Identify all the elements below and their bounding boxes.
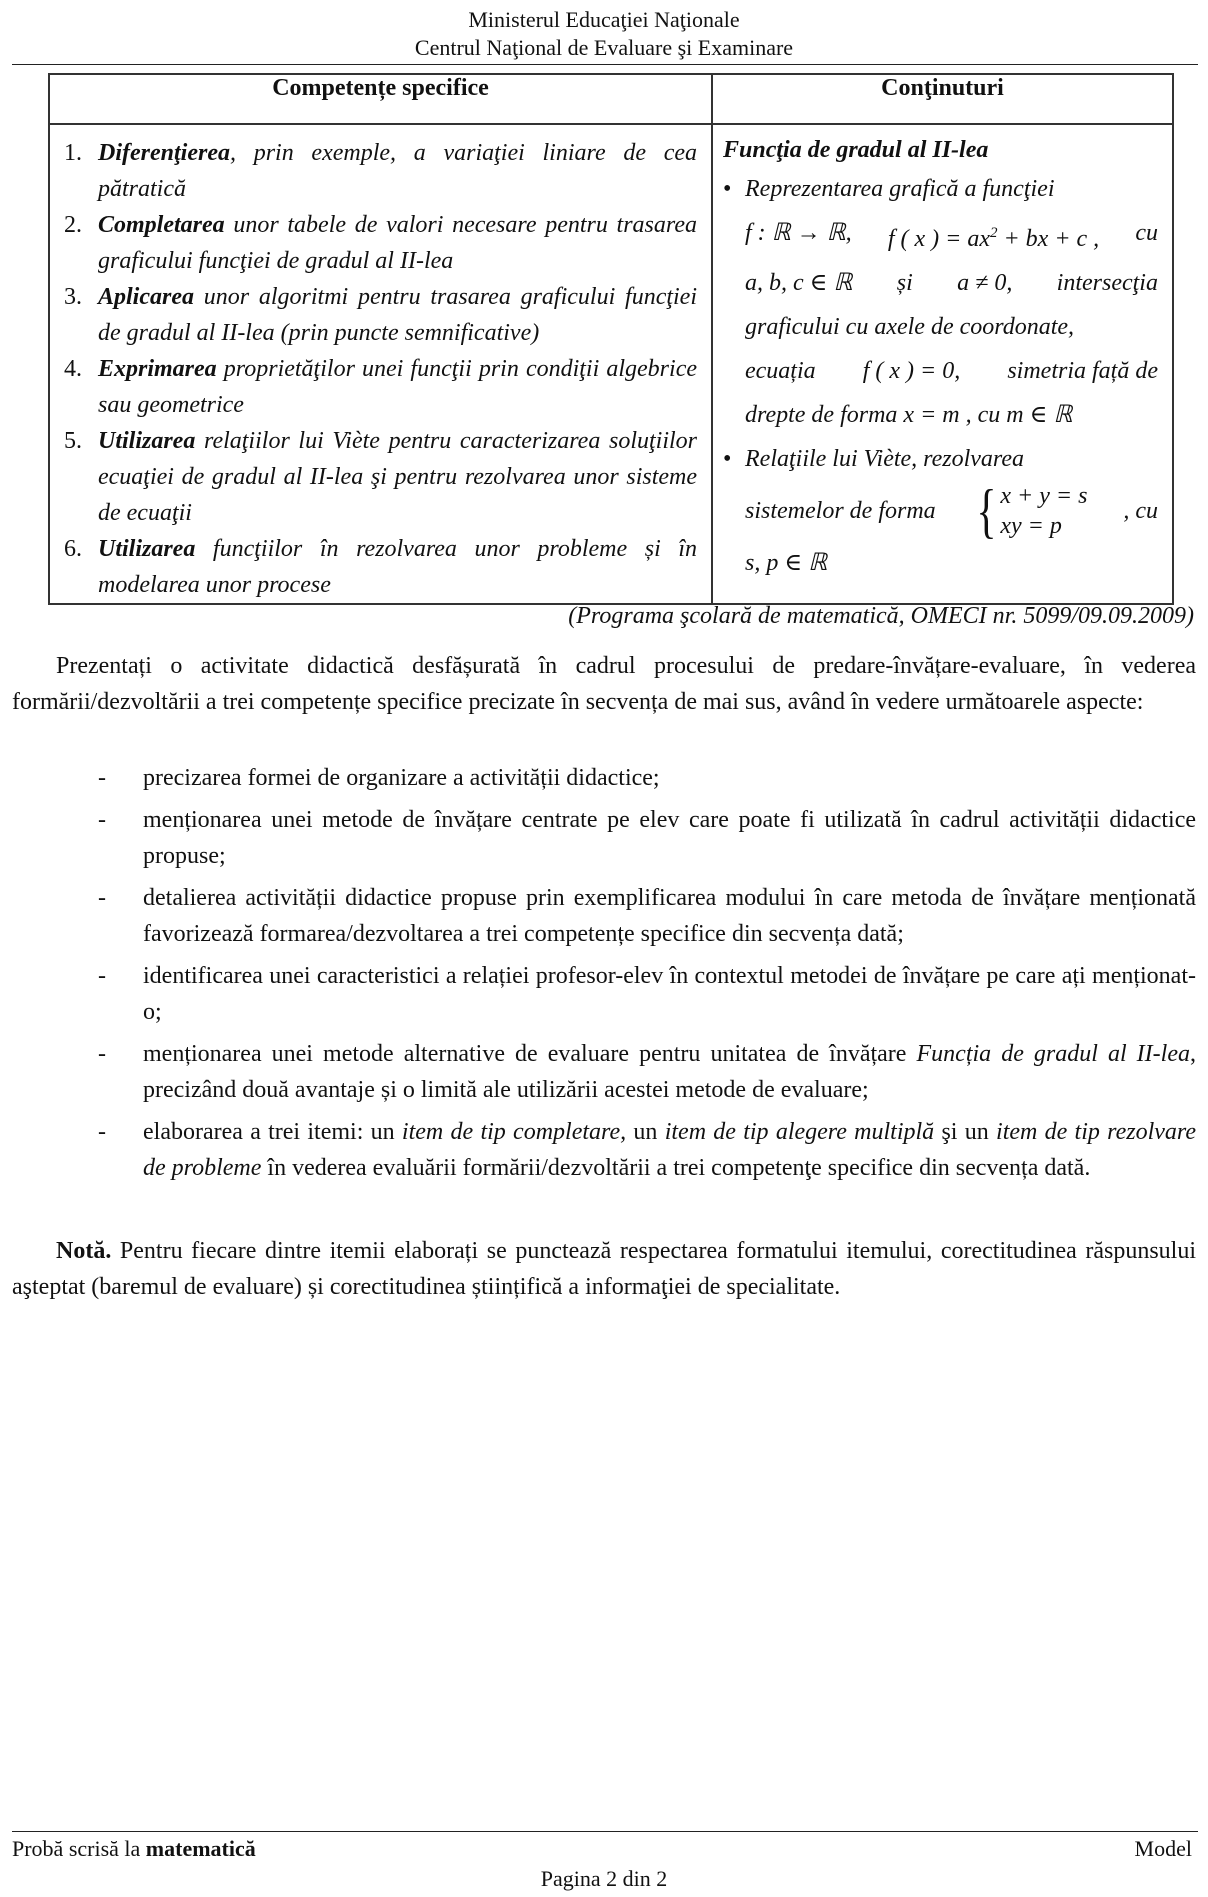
parameters-line: s, p ∈ ℝ	[745, 550, 828, 576]
task-item: - precizarea formei de organizare a activității didactice;	[98, 765, 660, 791]
bullet-viete: • Relaţiile lui Viète, rezolvarea	[723, 437, 1158, 481]
topic-title: Funcţia de gradul al II-lea	[723, 137, 989, 163]
competence-item: 1. Diferenţierea, prin exemple, a variaţiei liniare de cea pătratică	[64, 140, 697, 202]
competence-item: 3. Aplicarea unor algoritmi pentru trasarea graficului funcţiei de gradul al II-lea (prin puncte semnificative)	[64, 284, 697, 346]
competence-keyword: Utilizarea	[98, 428, 196, 454]
competence-keyword: Utilizarea	[98, 536, 196, 562]
task-intro: Prezentați o activitate didactică desfășurată în cadrul procesului de predare-învățare-evaluare, în vederea formării/dezvoltării a trei competențe specifice precizate în secvența de mai sus, având în vedere următoarele aspecte:	[12, 653, 1196, 715]
bullet-icon: •	[723, 446, 732, 472]
task-item: - detalierea activității didactice propuse prin exemplificarea modului în care metoda de învățare menționată favorizează formarea/dezvoltarea a trei competențe specifice din secvența dată;	[98, 885, 1196, 947]
note-label: Notă.	[56, 1238, 112, 1264]
formula-line: f : ℝ → ℝ, f ( x ) = $ax^2$ + bx + c , cu	[745, 220, 1158, 252]
axes-line: graficului cu axele de coordonate,	[745, 314, 1075, 340]
footer-divider	[12, 1831, 1198, 1832]
system-line: sistemelor de forma { x + y = s xy = p , cu	[745, 478, 1158, 544]
condition-line: a, b, c ∈ ℝ și a ≠ 0, intersecţia	[745, 270, 1158, 296]
center-header: Centrul Naţional de Evaluare şi Examinare	[414, 35, 794, 60]
task-items	[12, 760, 1196, 1192]
col-header-competences: Competențe specifice	[49, 74, 712, 124]
equation-line: ecuația f ( x ) = 0, simetria față de	[745, 358, 1158, 384]
header-divider	[12, 64, 1198, 65]
task-item: - menționarea unei metode de învățare centrate pe elev care poate fi utilizată în cadrul activității didactice propuse;	[98, 807, 1196, 869]
symmetry-line: drepte de forma x = m , cu m ∈ ℝ	[745, 402, 1073, 428]
competence-item: 6. Utilizarea funcţiilor în rezolvarea unor probleme și în modelarea unor procese	[64, 536, 697, 598]
contents-cell	[712, 124, 1173, 604]
brace-icon: {	[975, 478, 997, 544]
competence-keyword: Exprimarea	[98, 356, 217, 382]
source-citation: (Programa şcolară de matematică, OMECI nr. 5099/09.09.2009)	[568, 603, 1194, 629]
ministry-header: Ministerul Educaţiei Naţionale	[468, 7, 740, 32]
bullet-graph: • Reprezentarea grafică a funcţiei	[723, 167, 1158, 211]
competence-item: 4. Exprimarea proprietăţilor unei funcţii prin condiţii algebrice sau geometrice	[64, 356, 697, 418]
note-paragraph: Notă. Pentru fiecare dintre itemii elaborați se punctează respectarea formatului itemului, corectitudinea răspunsului aşteptat (baremul de evaluare) și corectitudinea științifică a informaţiei de specialitate.	[12, 1238, 1196, 1300]
competences-table	[48, 73, 1174, 605]
task-item: - menționarea unei metode alternative de evaluare pentru unitatea de învățare Funcția de gradul al II-lea, precizând două avantaje și o limită ale utilizării acestei metode de evaluare;	[98, 1041, 1196, 1103]
page-number: Pagina 2 din 2	[540, 1866, 668, 1891]
col-header-contents: Conţinuturi	[712, 74, 1173, 124]
footer-model: Model	[1134, 1836, 1192, 1861]
competence-item: 5. Utilizarea relaţiilor lui Viète pentru caracterizarea soluţiilor ecuaţiei de gradul al II-lea şi pentru rezolvarea unor sisteme de ecuaţii	[64, 428, 697, 526]
competence-keyword: Diferenţierea	[98, 140, 230, 166]
task-item: - identificarea unei caracteristici a relației profesor-elev în contextul metodei de învățare pe care ați menționat-o;	[98, 963, 1196, 1025]
footer-subject: Probă scrisă la matematică	[12, 1836, 256, 1861]
equation-system: { x + y = s xy = p	[975, 478, 1088, 544]
competence-keyword: Aplicarea	[98, 284, 194, 310]
task-item: - elaborarea a trei itemi: un item de tip completare, un item de tip alegere multiplă şi un item de tip rezolvare de probleme în vederea evaluării formării/dezvoltării a trei competenţe specifice din secvența dată.	[98, 1119, 1197, 1181]
competences-cell	[49, 124, 712, 604]
competence-keyword: Completarea	[98, 212, 225, 238]
bullet-icon: •	[723, 176, 732, 202]
competence-item: 2. Completarea unor tabele de valori necesare pentru trasarea graficului funcţiei de gradul al II-lea	[64, 212, 697, 274]
